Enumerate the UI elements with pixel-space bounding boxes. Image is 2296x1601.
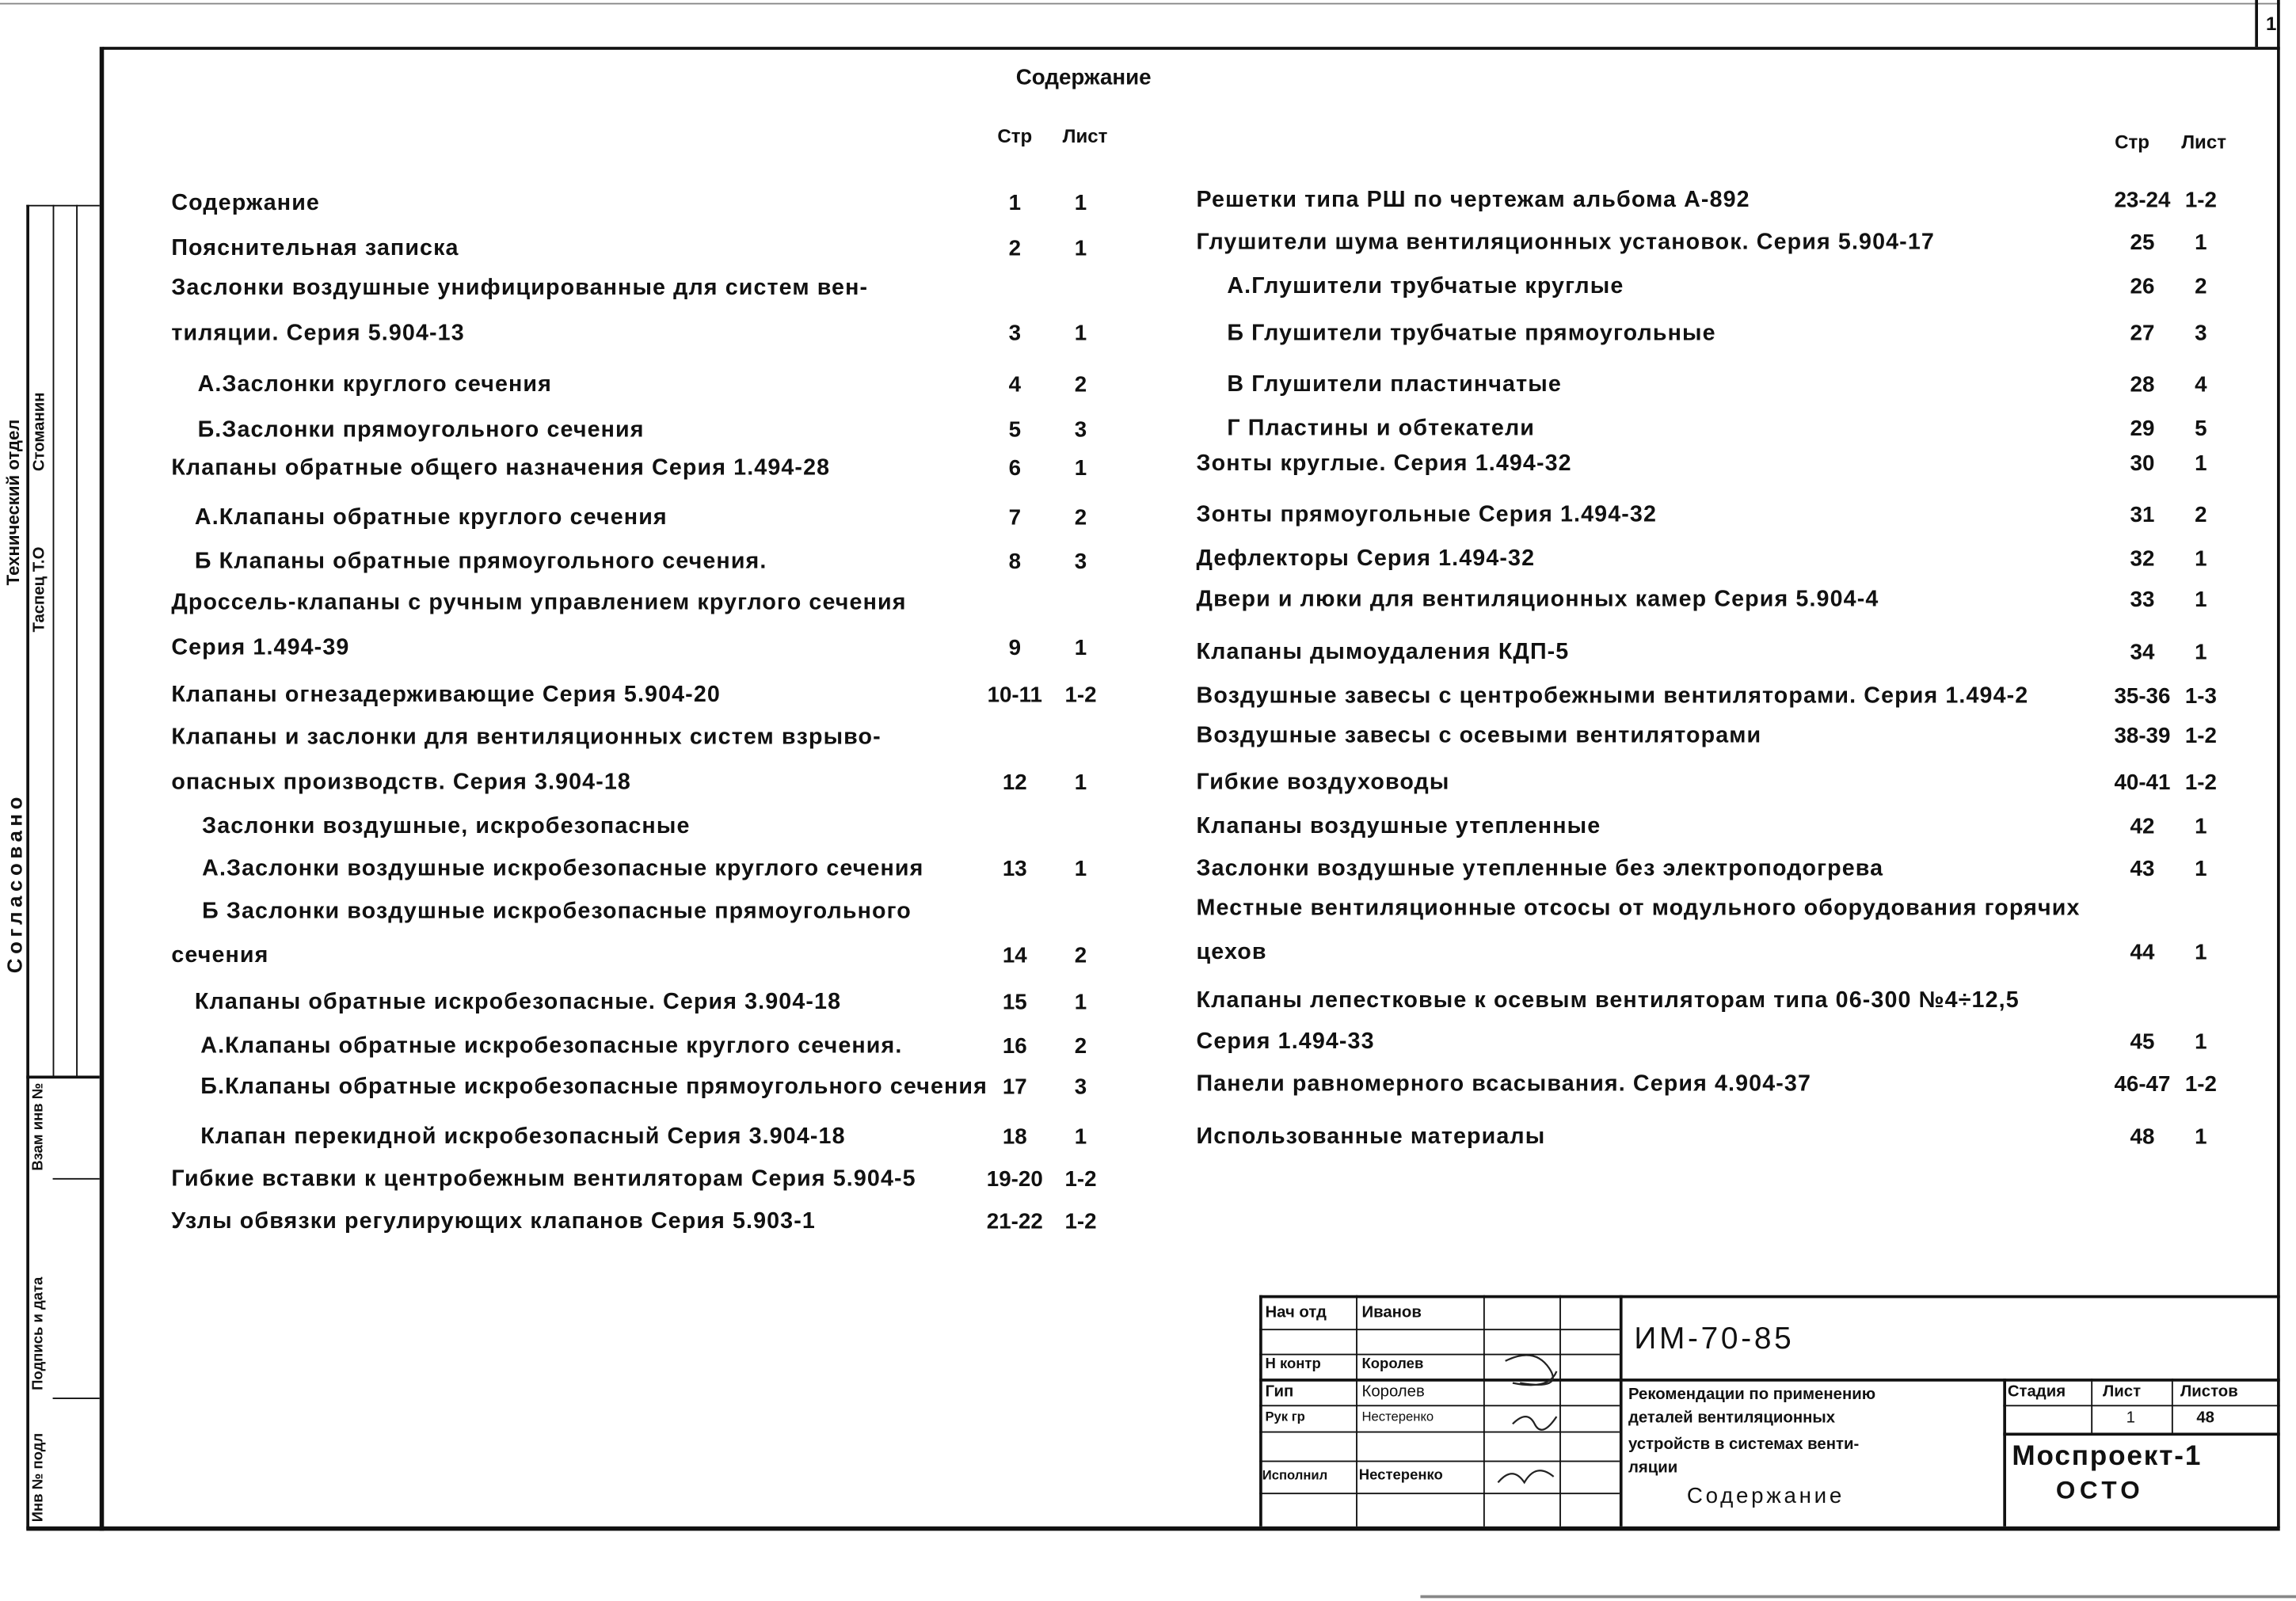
toc-entry-title: Заслонки воздушные унифицированные для систем вен- bbox=[171, 275, 869, 301]
toc-entry-title: Воздушные завесы с осевыми вентиляторами bbox=[1196, 723, 1762, 748]
tb-line bbox=[1620, 1295, 1623, 1527]
toc-entry-title: Воздушные завесы с центробежными вентиляторами. Серия 1.494-2 bbox=[1196, 683, 2029, 709]
toc-entry-page: 8 bbox=[1008, 550, 1022, 575]
toc-entry-page: 23-24 bbox=[2114, 188, 2171, 213]
toc-entry-sheet: 2 bbox=[1074, 943, 1087, 968]
description-line-1: Рекомендации по применению bbox=[1628, 1386, 1876, 1404]
toc-entry-page: 34 bbox=[2130, 640, 2155, 666]
toc-entry-sheet: 1 bbox=[2195, 1124, 2207, 1150]
toc-entry-page: 30 bbox=[2130, 451, 2155, 477]
frame-top bbox=[102, 47, 2279, 50]
toc-entry-sheet: 1-3 bbox=[2184, 684, 2217, 709]
toc-entry-sheet: 1-2 bbox=[2184, 1071, 2217, 1097]
toc-entry-title: Содержание bbox=[171, 190, 320, 216]
toc-entry-page: 19-20 bbox=[986, 1167, 1043, 1192]
toc-entry-title: Панели равномерного всасывания. Серия 4.904-37 bbox=[1196, 1071, 1812, 1097]
toc-entry-page: 26 bbox=[2130, 274, 2155, 299]
toc-entry-title: Г Пластины и обтекатели bbox=[1227, 416, 1536, 441]
toc-entry-title: Б Клапаны обратные прямоугольного сечения. bbox=[194, 549, 767, 574]
stamp-line bbox=[53, 1178, 100, 1180]
toc-entry-title: Заслонки воздушные, искробезопасные bbox=[202, 814, 691, 839]
toc-entry-title: А.Клапаны обратные круглого сечения bbox=[194, 505, 668, 530]
toc-entry-sheet: 3 bbox=[1074, 417, 1087, 443]
toc-entry-sheet: 1 bbox=[2195, 588, 2207, 613]
page-number-box-line bbox=[2255, 0, 2258, 47]
tb-line bbox=[1259, 1379, 2280, 1382]
toc-entry-page: 27 bbox=[2130, 321, 2155, 347]
role-group-head: Рук гр bbox=[1265, 1409, 1305, 1424]
toc-entry-title: Серия 1.494-33 bbox=[1196, 1029, 1375, 1055]
document-code: ИМ-70-85 bbox=[1634, 1321, 1795, 1356]
toc-entry-title: Клапаны огнезадерживающие Серия 5.904-20 bbox=[171, 682, 721, 708]
toc-entry-title: Решетки типа РШ по чертежам альбома А-892 bbox=[1196, 188, 1750, 213]
toc-entry-page: 40-41 bbox=[2114, 770, 2171, 796]
toc-entry-title: Заслонки воздушные утепленные без электроподогрева bbox=[1196, 856, 1884, 882]
toc-entry-page: 46-47 bbox=[2114, 1071, 2171, 1097]
toc-entry-page: 38-39 bbox=[2114, 723, 2171, 749]
page-title: Содержание bbox=[1015, 65, 1152, 90]
name-head-dept: Иванов bbox=[1361, 1303, 1422, 1322]
toc-entry-title: цехов bbox=[1196, 940, 1267, 965]
toc-entry-sheet: 1 bbox=[2195, 1029, 2207, 1055]
toc-entry-title: Глушители шума вентиляционных установок. Серия 5.904-17 bbox=[1196, 230, 1935, 256]
toc-entry-sheet: 3 bbox=[2195, 321, 2207, 347]
toc-entry-page: 2 bbox=[1008, 236, 1022, 261]
toc-entry-page: 14 bbox=[1002, 943, 1027, 968]
frame-left bbox=[100, 47, 105, 1531]
toc-entry-sheet: 1-2 bbox=[2184, 188, 2217, 213]
toc-entry-sheet: 5 bbox=[2195, 416, 2207, 442]
stamp-inv-orig: Инв № подл bbox=[30, 1432, 48, 1523]
name-norm-control: Королев bbox=[1361, 1356, 1424, 1373]
toc-entry-title: Клапаны и заслонки для вентиляционных систем взрыво- bbox=[171, 724, 881, 750]
toc-entry-title: В Глушители пластинчатые bbox=[1227, 371, 1562, 397]
toc-entry-sheet: 1-2 bbox=[1064, 1167, 1097, 1192]
toc-entry-page: 5 bbox=[1008, 417, 1022, 443]
role-executor: Исполнил bbox=[1262, 1467, 1328, 1483]
toc-entry-title: Б.Заслонки прямоугольного сечения bbox=[197, 417, 645, 443]
description-line-4: ляции bbox=[1628, 1458, 1678, 1477]
toc-entry-title: Гибкие вставки к центробежным вентиляторам Серия 5.904-5 bbox=[171, 1166, 916, 1192]
tb-line bbox=[2003, 1379, 2006, 1527]
toc-entry-sheet: 2 bbox=[1074, 1033, 1087, 1059]
toc-entry-title: Б Заслонки воздушные искробезопасные прямоугольного bbox=[202, 899, 912, 924]
toc-entry-sheet: 1 bbox=[1074, 636, 1087, 661]
toc-entry-page: 44 bbox=[2130, 940, 2155, 965]
toc-entry-sheet: 1 bbox=[2195, 451, 2207, 477]
toc-entry-sheet: 2 bbox=[2195, 274, 2207, 299]
toc-entry-page: 10-11 bbox=[987, 683, 1042, 708]
toc-entry-page: 7 bbox=[1008, 505, 1022, 531]
toc-entry-title: тиляции. Серия 5.904-13 bbox=[171, 321, 465, 346]
toc-entry-title: Клапаны обратные общего назначения Серия 1.494-28 bbox=[171, 455, 831, 481]
toc-entry-sheet: 1 bbox=[1074, 455, 1087, 481]
stamp-sign-date: Подпись и дата bbox=[30, 1276, 48, 1390]
stamp-line bbox=[76, 205, 78, 1076]
toc-entry-title: Зонты прямоугольные Серия 1.494-32 bbox=[1196, 502, 1658, 527]
toc-entry-sheet: 1 bbox=[2195, 857, 2207, 882]
toc-entry-title: Зонты круглые. Серия 1.494-32 bbox=[1196, 451, 1572, 477]
toc-entry-page: 43 bbox=[2130, 857, 2155, 882]
sheet-title: Содержание bbox=[1686, 1484, 1845, 1509]
toc-entry-title: сечения bbox=[171, 942, 269, 968]
toc-entry-sheet: 1-2 bbox=[1064, 683, 1097, 708]
toc-entry-page: 12 bbox=[1002, 770, 1027, 796]
toc-entry-page: 17 bbox=[1002, 1074, 1027, 1100]
toc-entry-title: Дефлекторы Серия 1.494-32 bbox=[1196, 546, 1536, 572]
right-col-page-header: Стр bbox=[2115, 131, 2149, 154]
toc-entry-page: 45 bbox=[2130, 1029, 2155, 1055]
toc-entry-title: А.Глушители трубчатые круглые bbox=[1227, 274, 1624, 299]
col-sheets: Листов bbox=[2180, 1382, 2238, 1401]
toc-entry-title: А.Заслонки круглого сечения bbox=[197, 371, 553, 397]
name-chief-engineer: Королев bbox=[1361, 1382, 1425, 1401]
toc-entry-page: 31 bbox=[2130, 502, 2155, 528]
toc-entry-title: Клапаны воздушные утепленные bbox=[1196, 814, 1601, 839]
toc-entry-page: 6 bbox=[1008, 455, 1022, 481]
toc-entry-page: 33 bbox=[2130, 588, 2155, 613]
toc-entry-title: Местные вентиляционные отсосы от модульного оборудования горячих bbox=[1196, 896, 2081, 922]
page-number: 1 bbox=[2265, 12, 2277, 35]
toc-entry-page: 25 bbox=[2130, 230, 2155, 256]
toc-entry-page: 1 bbox=[1008, 191, 1022, 216]
signatures bbox=[1483, 1295, 1571, 1500]
description-line-2: деталей вентиляционных bbox=[1628, 1409, 1836, 1428]
stamp-line bbox=[53, 205, 55, 1076]
tb-line bbox=[2091, 1379, 2092, 1432]
toc-entry-sheet: 1 bbox=[2195, 940, 2207, 965]
toc-entry-page: 4 bbox=[1008, 372, 1022, 397]
toc-entry-page: 48 bbox=[2130, 1124, 2155, 1150]
toc-entry-page: 21-22 bbox=[986, 1209, 1043, 1235]
toc-entry-title: Б.Клапаны обратные искробезопасные прямоугольного сечения bbox=[200, 1074, 988, 1100]
toc-entry-title: А.Клапаны обратные искробезопасные круглого сечения. bbox=[200, 1033, 903, 1059]
org-dept: ОСТО bbox=[2055, 1476, 2145, 1505]
toc-entry-title: Узлы обвязки регулирующих клапанов Серия 5.903-1 bbox=[171, 1209, 816, 1234]
toc-entry-sheet: 1-2 bbox=[2184, 723, 2217, 749]
toc-entry-sheet: 1 bbox=[2195, 640, 2207, 666]
toc-entry-title: Гибкие воздуховоды bbox=[1196, 770, 1450, 796]
toc-entry-page: 18 bbox=[1002, 1124, 1027, 1150]
stamp-person-2: Таспец Т.О bbox=[30, 546, 49, 633]
toc-entry-page: 35-36 bbox=[2114, 684, 2171, 709]
stamp-dept: Технический отдел bbox=[2, 419, 24, 586]
toc-entry-sheet: 1 bbox=[1074, 321, 1087, 347]
stamp-line bbox=[53, 1398, 100, 1399]
toc-entry-page: 3 bbox=[1008, 321, 1022, 347]
toc-entry-title: Клапан перекидной искробезопасный Серия 3.904-18 bbox=[200, 1124, 846, 1150]
toc-entry-title: Б Глушители трубчатые прямоугольные bbox=[1227, 321, 1716, 346]
tb-line bbox=[2003, 1432, 2279, 1436]
toc-entry-title: Клапаны лепестковые к осевым вентиляторам типа 06-300 №4÷12,5 bbox=[1196, 988, 2020, 1013]
toc-entry-sheet: 1 bbox=[2195, 230, 2207, 256]
toc-entry-sheet: 1 bbox=[1074, 770, 1087, 796]
sheet-value: 1 bbox=[2126, 1409, 2135, 1428]
toc-entry-sheet: 1 bbox=[1074, 857, 1087, 882]
toc-entry-sheet: 4 bbox=[2195, 372, 2207, 397]
left-col-page-header: Стр bbox=[997, 125, 1033, 147]
role-head-dept: Нач отд bbox=[1265, 1303, 1327, 1322]
toc-entry-sheet: 2 bbox=[1074, 372, 1087, 397]
role-norm-control: Н контр bbox=[1265, 1356, 1321, 1373]
toc-entry-page: 9 bbox=[1008, 636, 1022, 661]
stamp-person-1: Стоманин bbox=[30, 392, 49, 472]
page-number-box-line bbox=[0, 3, 2280, 5]
description-line-3: устройств в системах венти- bbox=[1628, 1436, 1860, 1454]
col-sheet: Лист bbox=[2103, 1382, 2142, 1401]
stamp-line bbox=[26, 205, 99, 207]
toc-entry-title: Использованные материалы bbox=[1196, 1124, 1546, 1150]
tb-line bbox=[2172, 1379, 2173, 1432]
toc-entry-sheet: 1 bbox=[1074, 990, 1087, 1015]
stamp-agreed: Согласовано bbox=[2, 793, 27, 974]
toc-entry-sheet: 1 bbox=[1074, 1124, 1087, 1150]
sheets-value: 48 bbox=[2196, 1409, 2214, 1428]
stamp-line bbox=[26, 1076, 99, 1079]
left-col-sheet-header: Лист bbox=[1062, 125, 1108, 147]
org-name: Моспроект-1 bbox=[2012, 1441, 2203, 1473]
toc-entry-title: Дроссель-клапаны с ручным управлением круглого сечения bbox=[171, 590, 907, 615]
toc-entry-sheet: 1 bbox=[1074, 236, 1087, 261]
toc-entry-title: Клапаны обратные искробезопасные. Серия 3.904-18 bbox=[194, 989, 842, 1015]
toc-entry-sheet: 3 bbox=[1074, 1074, 1087, 1100]
tb-line bbox=[1259, 1295, 2280, 1299]
toc-entry-page: 42 bbox=[2130, 814, 2155, 839]
toc-entry-sheet: 3 bbox=[1074, 550, 1087, 575]
col-stage: Стадия bbox=[2007, 1382, 2066, 1401]
role-chief-engineer: Гип bbox=[1265, 1382, 1294, 1401]
toc-entry-sheet: 1-2 bbox=[1064, 1209, 1097, 1235]
bottom-edge bbox=[1420, 1595, 2296, 1599]
toc-entry-title: Серия 1.494-39 bbox=[171, 635, 350, 661]
frame-bottom bbox=[26, 1527, 2279, 1531]
name-group-head: Нестеренко bbox=[1361, 1409, 1434, 1424]
toc-entry-page: 28 bbox=[2130, 372, 2155, 397]
tb-line bbox=[2003, 1405, 2279, 1406]
toc-entry-page: 15 bbox=[1002, 990, 1027, 1015]
toc-entry-title: Клапаны дымоудаления КДП-5 bbox=[1196, 640, 1570, 665]
toc-entry-sheet: 1 bbox=[2195, 546, 2207, 572]
toc-entry-page: 13 bbox=[1002, 857, 1027, 882]
name-executor: Нестеренко bbox=[1358, 1467, 1443, 1485]
toc-entry-title: А.Заслонки воздушные искробезопасные круглого сечения bbox=[202, 856, 924, 882]
toc-entry-page: 16 bbox=[1002, 1033, 1027, 1059]
stamp-line bbox=[26, 205, 29, 1530]
toc-entry-sheet: 2 bbox=[2195, 502, 2207, 528]
toc-entry-title: опасных производств. Серия 3.904-18 bbox=[171, 770, 631, 796]
toc-entry-page: 29 bbox=[2130, 416, 2155, 442]
toc-entry-sheet: 2 bbox=[1074, 505, 1087, 531]
toc-entry-title: Пояснительная записка bbox=[171, 236, 459, 261]
toc-entry-title: Двери и люки для вентиляционных камер Серия 5.904-4 bbox=[1196, 587, 1879, 613]
toc-entry-page: 32 bbox=[2130, 546, 2155, 572]
toc-entry-sheet: 1 bbox=[2195, 814, 2207, 839]
stamp-inv-repl: Взам инв № bbox=[30, 1082, 48, 1171]
toc-entry-sheet: 1 bbox=[1074, 191, 1087, 216]
toc-entry-sheet: 1-2 bbox=[2184, 770, 2217, 796]
frame-right bbox=[2277, 0, 2280, 1528]
right-col-sheet-header: Лист bbox=[2181, 131, 2226, 154]
